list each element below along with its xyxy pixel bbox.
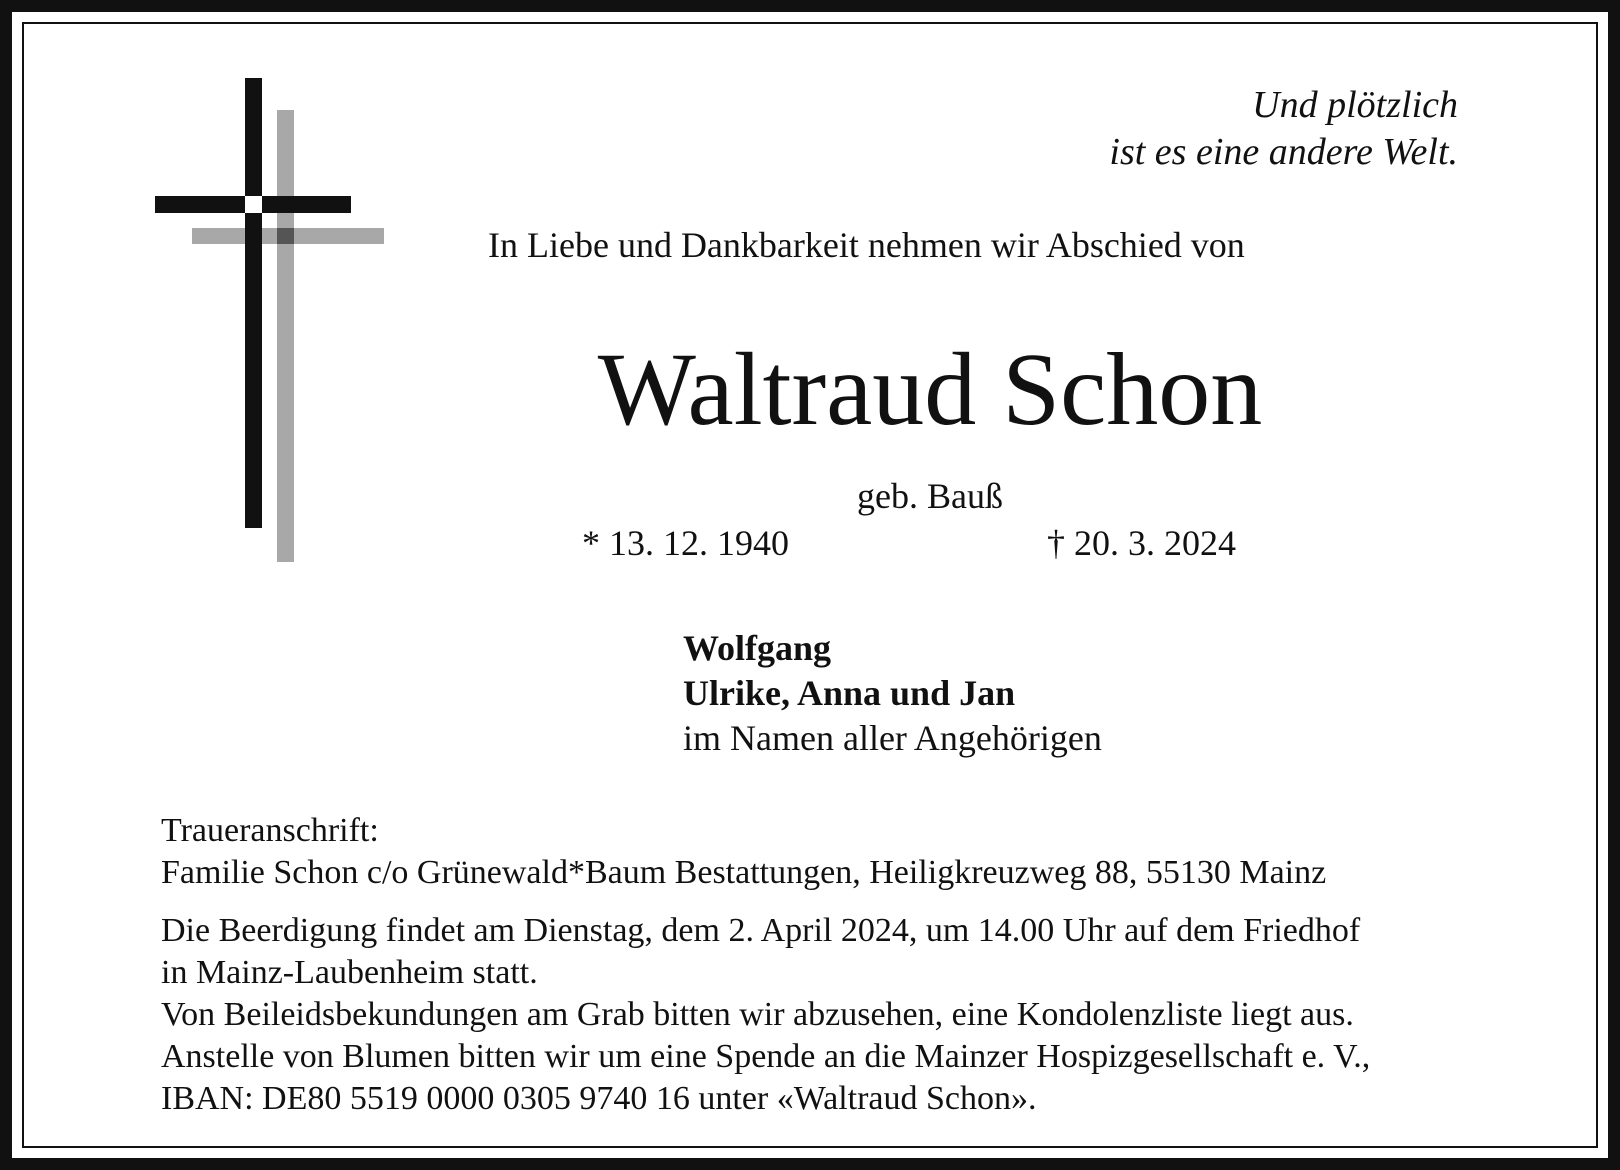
details-line-2: in Mainz-Laubenheim statt. <box>161 954 538 991</box>
double-cross-icon <box>155 78 385 563</box>
motto-quote <box>1109 82 1458 176</box>
mourner-line-2: Ulrike, Anna und Jan <box>683 673 1016 713</box>
funeral-details <box>161 910 1461 1120</box>
mourning-address <box>161 810 1326 894</box>
birth-date: * 13. 12. 1940 <box>582 523 789 563</box>
deceased-name: Waltraud Schon <box>597 332 1263 447</box>
details-line-4: Anstelle von Blumen bitten wir um eine Spende an die Mainzer Hospizgesellschaft e. V., <box>161 1038 1371 1075</box>
address-label: Traueranschrift: <box>161 812 379 849</box>
motto-line-2: ist es eine andere Welt. <box>1109 131 1458 173</box>
death-date: † 20. 3. 2024 <box>1047 523 1236 563</box>
details-line-5: IBAN: DE80 5519 0000 0305 9740 16 unter «Waltraud Schon». <box>161 1080 1037 1117</box>
address-line: Familie Schon c/o Grünewald*Baum Bestattungen, Heiligkreuzweg 88, 55130 Mainz <box>161 854 1327 891</box>
motto-line-1: Und plötzlich <box>1252 84 1458 126</box>
maiden-name: geb. Bauß <box>857 476 1003 516</box>
intro-text: In Liebe und Dankbarkeit nehmen wir Abschied von <box>488 225 1245 265</box>
mourners-block <box>683 626 1102 761</box>
mourner-line-3: im Namen aller Angehörigen <box>683 718 1102 758</box>
details-line-3: Von Beileidsbekundungen am Grab bitten wir abzusehen, eine Kondolenzliste liegt aus. <box>161 996 1354 1033</box>
details-line-1: Die Beerdigung findet am Dienstag, dem 2. April 2024, um 14.00 Uhr auf dem Friedhof <box>161 912 1361 949</box>
mourner-line-1: Wolfgang <box>683 628 832 668</box>
